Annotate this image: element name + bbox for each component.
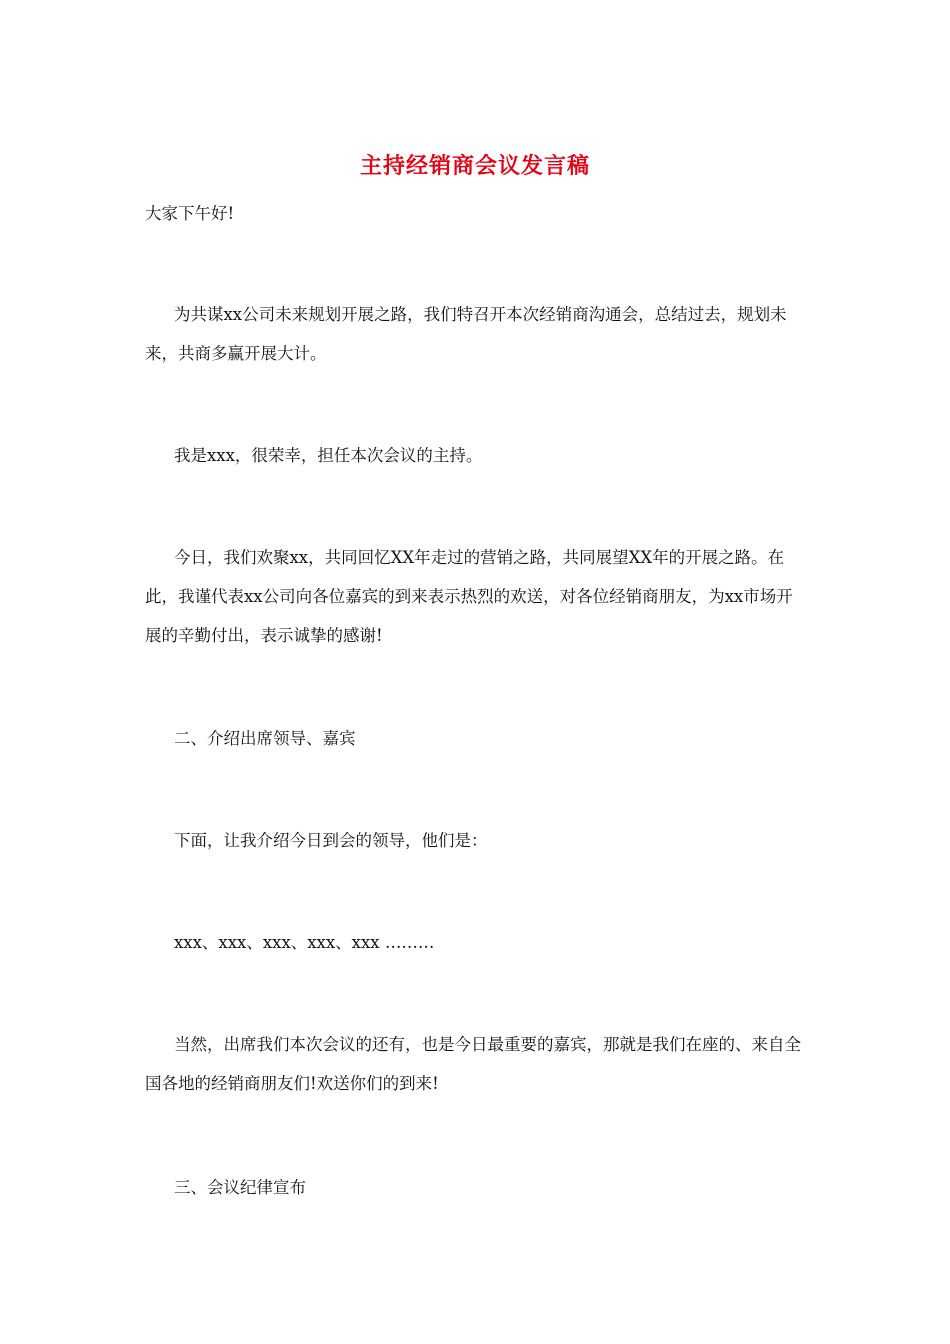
greeting: 大家下午好! xyxy=(145,204,235,223)
paragraph-2: 我是xxx，很荣幸，担任本次会议的主持。 xyxy=(174,446,483,465)
paragraph-1: 为共谋xx公司未来规划开展之路，我们特召开本次经销商沟通会，总结过去，规划未来，共商多赢开展大计。 xyxy=(145,305,787,363)
paragraph-4: 下面，让我介绍今日到会的领导，他们是： xyxy=(174,831,488,850)
guest-list: xxx、xxx、xxx、xxx、xxx ……… xyxy=(174,933,435,952)
paragraph-3: 今日，我们欢聚xx，共同回忆XX年走过的营销之路，共同展望XX年的开展之路。在此，我谨代表xx公司向各位嘉宾的到来表示热烈的欢送，对各位经销商朋友，为xx市场开展的辛勤付出，表示诚挚的感谢! xyxy=(145,548,793,645)
document-title: 主持经销商会议发言稿 xyxy=(359,154,590,179)
section-heading-2: 二、介绍出席领导、嘉宾 xyxy=(174,729,356,748)
paragraph-5: 当然，出席我们本次会议的还有，也是今日最重要的嘉宾，那就是我们在座的、来自全国各地的经销商朋友们!欢送你们的到来! xyxy=(145,1035,801,1093)
section-heading-3: 三、会议纪律宣布 xyxy=(174,1178,306,1197)
